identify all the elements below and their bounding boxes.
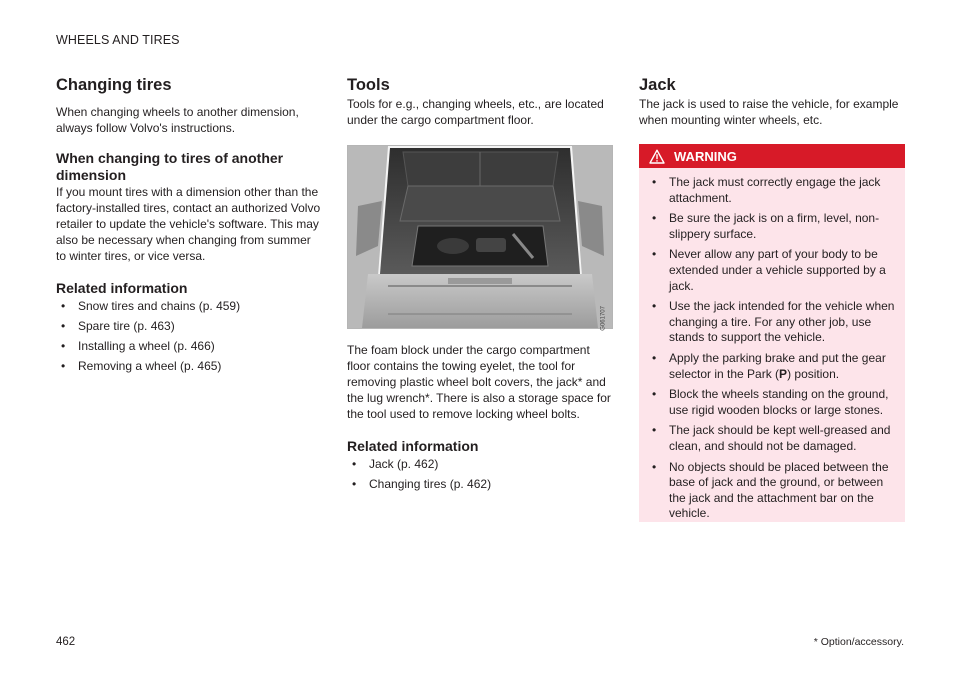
subheading: When changing to tires of another dimension: [56, 150, 284, 183]
related-link[interactable]: • Removing a wheel (p. 465): [56, 358, 323, 374]
related-list: [56, 298, 323, 374]
park-text-pre: Apply the parking brake and put the gear selector in the Park (: [669, 350, 886, 381]
warning-item: • The jack must correctly engage the jack attachment.: [647, 175, 897, 206]
related-link[interactable]: • Snow tires and chains (p. 459): [56, 298, 323, 314]
intro-paragraph: When changing wheels to another dimension, always follow Volvo's instructions.: [56, 105, 299, 135]
footnote: * Option/accessory.: [813, 636, 904, 648]
tools-section: [347, 74, 614, 496]
warning-item: • Never allow any part of your body to be extended under a vehicle supported by a jack.: [647, 247, 897, 294]
warning-item: • The jack should be kept well-greased and clean, and should not be damaged.: [647, 423, 897, 454]
warning-triangle-icon: [649, 149, 665, 164]
warning-item-park: [647, 351, 897, 382]
warning-label: WARNING: [674, 148, 737, 164]
figure-code: G061707: [601, 306, 607, 331]
park-gear-letter: P: [779, 366, 788, 381]
section-title: Tools: [347, 76, 390, 94]
warning-list: [639, 168, 905, 522]
warning-item: • Be sure the jack is on a firm, level, non-slippery surface.: [647, 211, 897, 242]
body-paragraph: If you mount tires with a dimension other than the factory-installed tires, contact an authorized Volvo retailer to update the vehicle's software. This may also be necessary when changing from summer to winter tires, or vice versa.: [56, 185, 321, 263]
changing-tires-section: [56, 74, 323, 378]
park-text-post: ) position.: [787, 366, 840, 381]
related-link[interactable]: • Spare tire (p. 463): [56, 318, 323, 334]
warning-item: • Block the wheels standing on the ground, use rigid wooden blocks or large stones.: [647, 387, 897, 418]
related-link[interactable]: • Changing tires (p. 462): [347, 476, 614, 492]
section-title: Jack: [639, 76, 676, 94]
section-title: Changing tires: [56, 76, 172, 94]
warning-header: [639, 144, 905, 168]
cargo-compartment-illustration: [347, 145, 613, 329]
jack-section: [639, 74, 905, 522]
related-heading: Related information: [347, 438, 479, 454]
warning-item: • Use the jack intended for the vehicle when changing a tire. For any other job, use stands to support the vehicle.: [647, 299, 897, 346]
related-heading: Related information: [56, 280, 188, 296]
related-link[interactable]: • Jack (p. 462): [347, 456, 614, 472]
warning-box: [639, 144, 905, 522]
related-link[interactable]: • Installing a wheel (p. 466): [56, 338, 323, 354]
related-list: [347, 456, 614, 492]
intro-paragraph: The jack is used to raise the vehicle, for example when mounting winter wheels, etc.: [639, 97, 899, 127]
figure-caption: The foam block under the cargo compartment floor contains the towing eyelet, the tool for removing plastic wheel bolt covers, the jack* and the lug wrench*. There is also a storage space for the tool used to remove locking wheel bolts.: [347, 343, 611, 421]
intro-paragraph: Tools for e.g., changing wheels, etc., are located under the cargo compartment floor.: [347, 97, 604, 127]
page-number: 462: [56, 636, 76, 648]
car-rear-illustration: [348, 146, 612, 328]
running-header: WHEELS AND TIRES: [56, 33, 180, 47]
warning-item: • No objects should be placed between the base of jack and the ground, or between the jack and the attachment bar on the vehicle.: [647, 460, 897, 522]
